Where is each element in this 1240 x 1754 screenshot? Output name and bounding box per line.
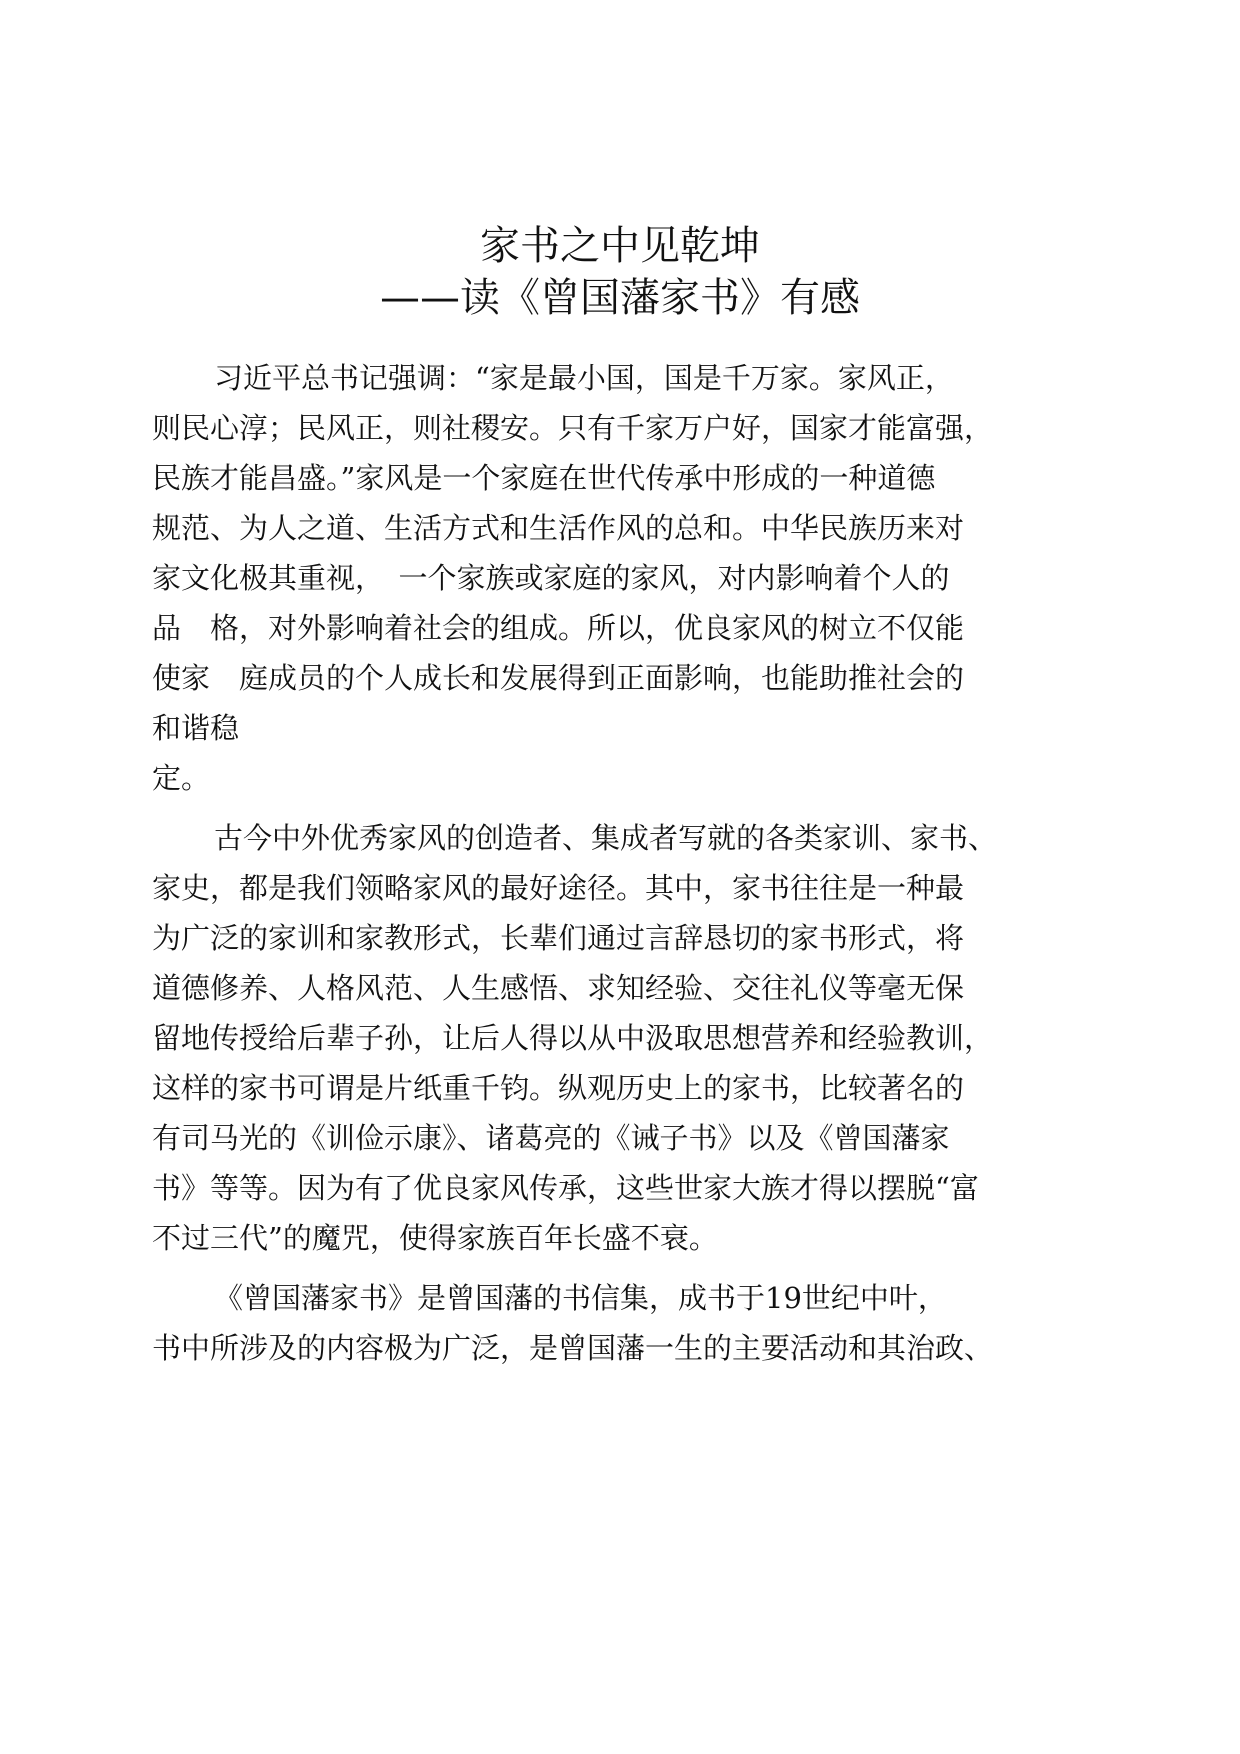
paragraph-line: 留地传授给后辈子孙，让后人得以从中汲取思想营养和经验教训，: [152, 1021, 994, 1055]
paragraph-line: 民族才能昌盛。”家风是一个家庭在世代传承中形成的一种道德: [152, 461, 936, 495]
paragraph-line: 书》等等。因为有了优良家风传承，这些世家大族才得以摆脱“富: [152, 1171, 979, 1205]
paragraph-line: 书中所涉及的内容极为广泛，是曾国藩一生的主要活动和其治政、: [152, 1331, 994, 1365]
paragraph-line: 家史，都是我们领略家风的最好途径。其中，家书往往是一种最: [152, 871, 965, 905]
paragraph-line: 定。: [152, 761, 211, 795]
paragraph-line: 和谐稳: [152, 711, 240, 745]
paragraph-line: 为广泛的家训和家教形式，长辈们通过言辞恳切的家书形式，将: [152, 921, 965, 955]
paragraph-line: 品 格，对外影响着社会的组成。所以，优良家风的树立不仅能: [152, 611, 965, 645]
paragraph-line: 道德修养、人格风范、人生感悟、求知经验、交往礼仪等毫无保: [152, 971, 965, 1005]
document-subtitle: ——读《曾国藩家书》有感: [380, 275, 860, 321]
paragraph-line: 则民心淳；民风正，则社稷安。只有千家万户好，国家才能富强，: [152, 411, 994, 445]
paragraph-line: 家文化极其重视， 一个家族或家庭的家风，对内影响着个人的: [152, 561, 950, 595]
paragraph-line: 习近平总书记强调：“家是最小国，国是千万家。家风正，: [214, 361, 954, 395]
paragraph-line: 不过三代”的魔咒，使得家族百年长盛不衰。: [152, 1221, 718, 1255]
paragraph-line: 古今中外优秀家风的创造者、集成者写就的各类家训、家书、: [214, 821, 998, 855]
paragraph-line: 使家 庭成员的个人成长和发展得到正面影响，也能助推社会的: [152, 661, 965, 695]
document-title: 家书之中见乾坤: [480, 223, 760, 269]
paragraph-line: 《曾国藩家书》是曾国藩的书信集，成书于19世纪中叶，: [214, 1281, 947, 1315]
paragraph-line: 有司马光的《训俭示康》、诸葛亮的《诫子书》以及《曾国藩家: [152, 1121, 950, 1155]
paragraph-line: 规范、为人之道、生活方式和生活作风的总和。中华民族历来对: [152, 511, 965, 545]
paragraph-line: 这样的家书可谓是片纸重千钧。纵观历史上的家书，比较著名的: [152, 1071, 965, 1105]
